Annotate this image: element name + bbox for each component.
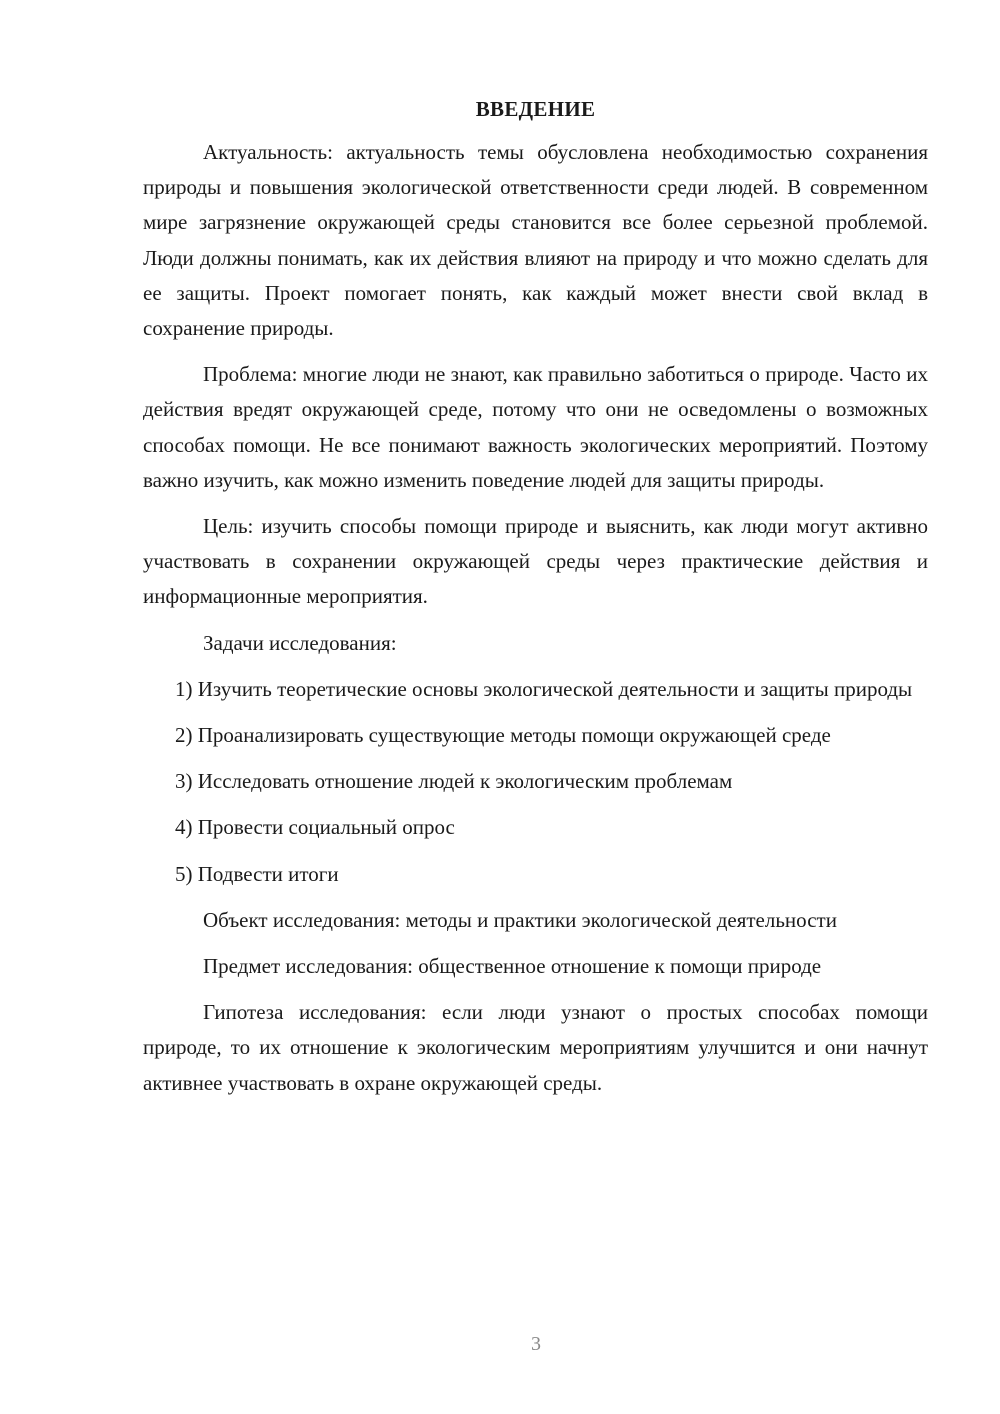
- goal-paragraph: Цель: изучить способы помощи природе и выяснить, как люди могут активно участвовать в сохранении окружающей среды через практические действия и информационные мероприятия.: [143, 514, 928, 609]
- list-item: 3) Исследовать отношение людей к экологическим проблемам: [175, 769, 733, 794]
- relevance-paragraph: Актуальность: актуальность темы обусловлена необходимостью сохранения природы и повышения экологической ответственности среди людей. В современном мире загрязнение окружающей среды становится все более серьезной проблемой. Люди должны понимать, как их действия влияют на природу и что можно сделать для ее защиты. Проект помогает понять, как каждый может внести свой вклад в сохранение природы.: [143, 140, 928, 341]
- hypothesis-paragraph: Гипотеза исследования: если люди узнают о простых способах помощи природе, то их отношение к экологическим мероприятиям улучшится и они начнут активнее участвовать в охране окружающей среды.: [143, 1000, 928, 1095]
- list-item: 1) Изучить теоретические основы экологической деятельности и защиты природы: [175, 676, 913, 701]
- page-title: ВВЕДЕНИЕ: [475, 97, 596, 121]
- tasks-heading: Задачи исследования:: [203, 630, 397, 655]
- list-item: 2) Проанализировать существующие методы помощи окружающей среде: [175, 723, 831, 748]
- list-item: 5) Подвести итоги: [175, 861, 339, 886]
- page-number: 3: [531, 1333, 541, 1355]
- subject-paragraph: Предмет исследования: общественное отношение к помощи природе: [203, 954, 822, 979]
- list-item: 4) Провести социальный опрос: [175, 815, 455, 840]
- tasks-list: [143, 672, 928, 892]
- document-page: [143, 92, 928, 1112]
- problem-paragraph: Проблема: многие люди не знают, как правильно заботиться о природе. Часто их действия вредят окружающей среде, потому что они не осведомлены о возможных способах помощи. Не все понимают важность экологических мероприятий. Поэтому важно изучить, как можно изменить поведение людей для защиты природы.: [143, 362, 928, 492]
- object-paragraph: Объект исследования: методы и практики экологической деятельности: [203, 907, 837, 932]
